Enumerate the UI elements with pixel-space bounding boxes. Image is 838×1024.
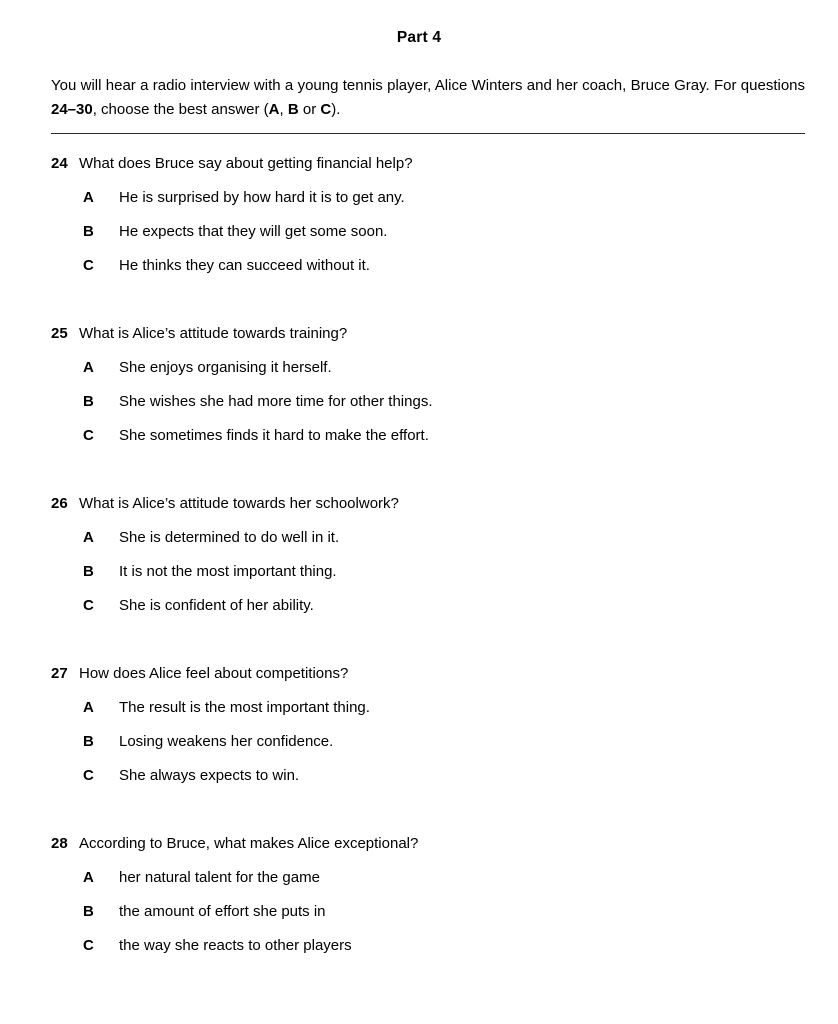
option-row[interactable] (0, 527, 838, 561)
question-text: According to Bruce, what makes Alice exceptional? (79, 835, 419, 852)
question-number: 24 (51, 155, 68, 172)
section-divider (51, 133, 805, 134)
option-letter: C (83, 427, 94, 444)
option-letter: B (83, 223, 94, 240)
option-row[interactable] (0, 391, 838, 425)
option-text: The result is the most important thing. (119, 699, 370, 716)
question-text: What does Bruce say about getting financial help? (79, 155, 413, 172)
question-text: What is Alice’s attitude towards training? (79, 325, 348, 342)
page-title: Part 4 (396, 29, 442, 46)
option-row[interactable] (0, 221, 838, 255)
question-heading (0, 323, 838, 344)
question-heading (0, 833, 838, 854)
question-heading (0, 663, 838, 684)
option-text: It is not the most important thing. (119, 563, 337, 580)
instructions-text-part-2: , choose the best answer ( (92, 100, 269, 118)
option-letter: C (83, 257, 94, 274)
question-block (0, 493, 838, 629)
option-text: He expects that they will get some soon. (119, 223, 388, 240)
question-heading (0, 493, 838, 514)
option-text: She is determined to do well in it. (119, 529, 340, 546)
option-row[interactable] (0, 765, 838, 799)
choice-label-a: A (268, 100, 280, 118)
option-text: She enjoys organising it herself. (119, 359, 332, 376)
question-range: 24–30 (51, 100, 93, 118)
option-letter: B (83, 393, 94, 410)
question-number: 26 (51, 495, 68, 512)
option-text: She sometimes finds it hard to make the effort. (119, 427, 429, 444)
question-block (0, 153, 838, 289)
option-text: She always expects to win. (119, 767, 300, 784)
option-letter: C (83, 937, 94, 954)
option-letter: A (83, 189, 94, 206)
option-letter: A (83, 359, 94, 376)
option-letter: A (83, 869, 94, 886)
question-heading (0, 153, 838, 174)
option-row[interactable] (0, 731, 838, 765)
option-letter: A (83, 699, 94, 716)
option-letter: B (83, 733, 94, 750)
option-text: She wishes she had more time for other things. (119, 393, 433, 410)
option-text: her natural talent for the game (119, 869, 320, 886)
instructions-text-part-3: ). (331, 100, 341, 118)
option-row[interactable] (0, 357, 838, 391)
option-row[interactable] (0, 187, 838, 221)
question-number: 28 (51, 835, 68, 852)
instructions-text-part-1: You will hear a radio interview with a young tennis player, Alice Winters and her coach, Bruce Gray. For questions (51, 77, 805, 94)
option-text: She is confident of her ability. (119, 597, 314, 614)
option-letter: C (83, 597, 94, 614)
option-text: the amount of effort she puts in (119, 903, 326, 920)
option-letter: B (83, 903, 94, 920)
option-text: the way she reacts to other players (119, 937, 352, 954)
choice-label-b: B (287, 100, 299, 118)
instructions-paragraph (0, 47, 838, 121)
question-number: 25 (51, 325, 68, 342)
instructions-separator-2: or (298, 100, 321, 118)
question-block (0, 833, 838, 969)
option-letter: C (83, 767, 94, 784)
option-letter: B (83, 563, 94, 580)
option-text: He is surprised by how hard it is to get any. (119, 189, 405, 206)
option-row[interactable] (0, 595, 838, 629)
option-row[interactable] (0, 901, 838, 935)
question-block (0, 323, 838, 459)
option-row[interactable] (0, 697, 838, 731)
questions-list (0, 153, 838, 1003)
question-block (0, 663, 838, 799)
question-text: What is Alice’s attitude towards her schoolwork? (79, 495, 399, 512)
question-number: 27 (51, 665, 68, 682)
option-letter: A (83, 529, 94, 546)
option-text: He thinks they can succeed without it. (119, 257, 370, 274)
option-row[interactable] (0, 867, 838, 901)
option-text: Losing weakens her confidence. (119, 733, 334, 750)
choice-label-c: C (320, 100, 332, 118)
option-row[interactable] (0, 425, 838, 459)
option-row[interactable] (0, 935, 838, 969)
question-text: How does Alice feel about competitions? (79, 665, 349, 682)
instructions-separator-1: , (279, 100, 288, 118)
option-row[interactable] (0, 255, 838, 289)
option-row[interactable] (0, 561, 838, 595)
